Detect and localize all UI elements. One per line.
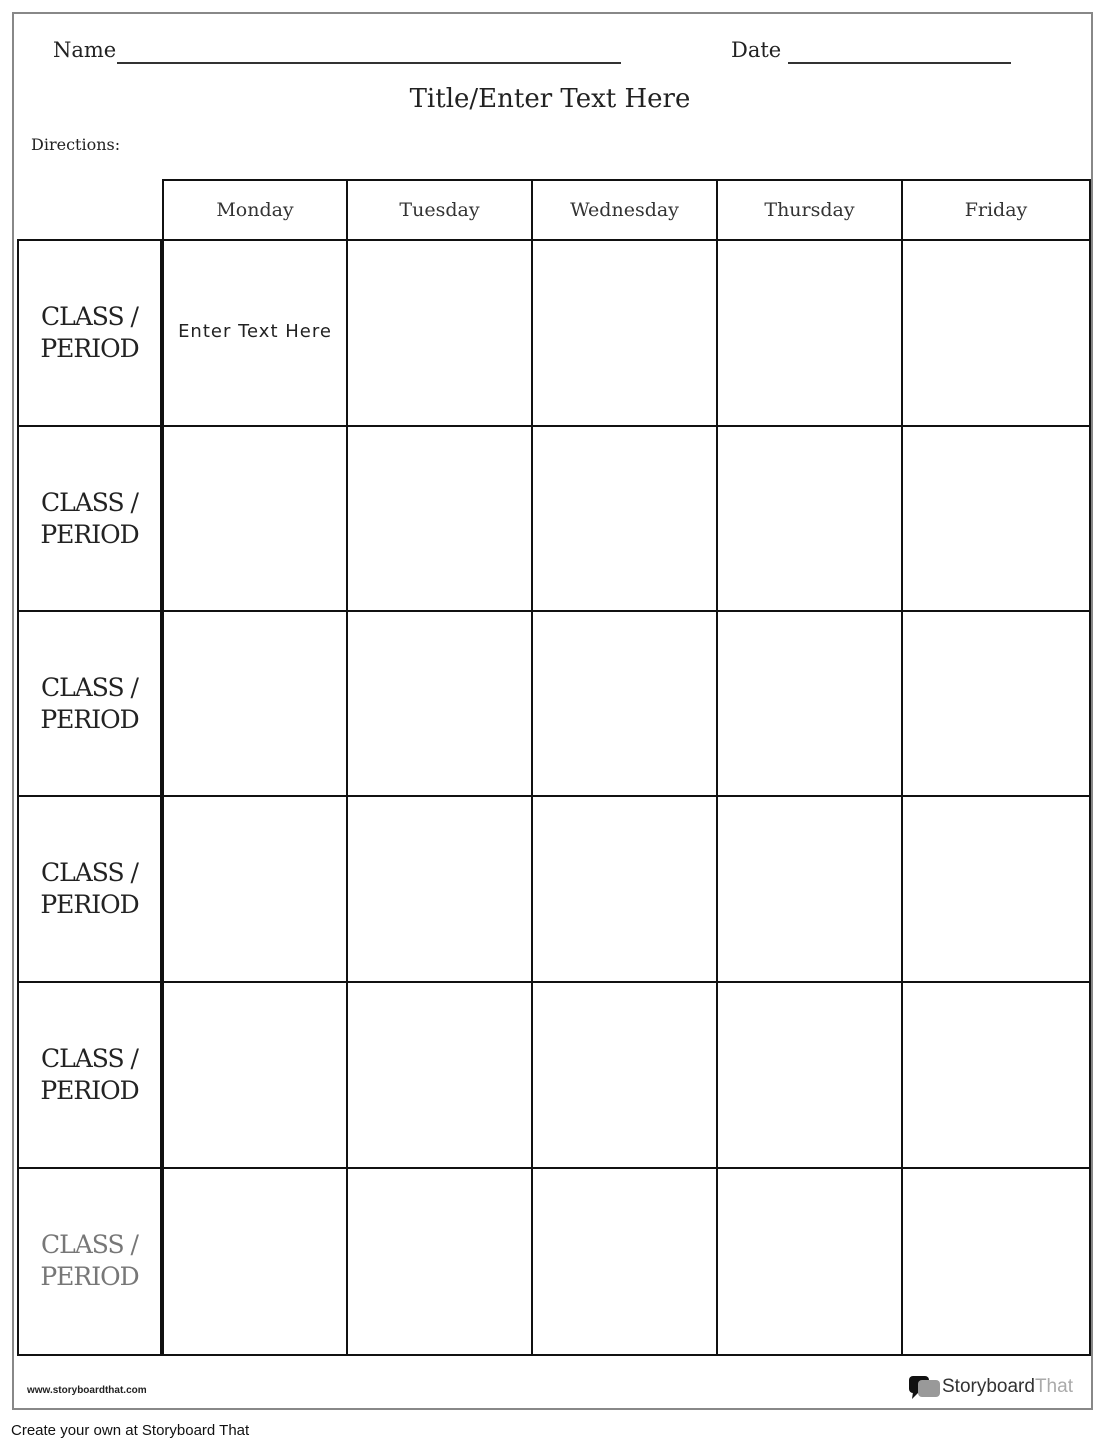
row-label-text: CLASS / PERIOD xyxy=(40,1044,139,1105)
row-label-text: CLASS / PERIOD xyxy=(40,302,139,363)
day-header-monday xyxy=(162,179,348,241)
schedule-cell[interactable] xyxy=(901,981,1091,1169)
footer-url[interactable]: www.storyboardthat.com xyxy=(27,1385,147,1396)
storyboardthat-logo xyxy=(908,1374,1073,1400)
schedule-cell[interactable] xyxy=(162,1167,348,1356)
schedule-cell[interactable] xyxy=(162,425,348,612)
day-header-thursday xyxy=(716,179,903,241)
schedule-cell[interactable] xyxy=(531,1167,718,1356)
schedule-cell[interactable] xyxy=(901,610,1091,797)
logo-text-that: That xyxy=(1034,1376,1073,1397)
row-label[interactable] xyxy=(17,610,162,797)
schedule-cell[interactable] xyxy=(162,795,348,983)
day-header-monday-text: Monday xyxy=(216,199,294,221)
name-field[interactable] xyxy=(117,62,621,64)
date-label: Date xyxy=(731,38,782,62)
day-header-tuesday-text: Tuesday xyxy=(399,199,480,221)
schedule-cell[interactable] xyxy=(901,425,1091,612)
schedule-cell[interactable] xyxy=(901,1167,1091,1356)
schedule-cell[interactable] xyxy=(716,795,903,983)
schedule-cell[interactable] xyxy=(716,239,903,427)
schedule-cell[interactable] xyxy=(716,610,903,797)
schedule-cell[interactable] xyxy=(346,1167,533,1356)
row-label-text: CLASS / PERIOD xyxy=(40,488,139,549)
schedule-cell[interactable] xyxy=(162,239,348,427)
schedule-cell-text: Enter Text Here xyxy=(178,321,332,342)
day-header-wednesday xyxy=(531,179,718,241)
day-header-friday xyxy=(901,179,1091,241)
row-label-text: CLASS / PERIOD xyxy=(40,673,139,734)
day-header-friday-text: Friday xyxy=(964,199,1028,221)
speech-bubbles-icon xyxy=(908,1374,942,1400)
schedule-cell[interactable] xyxy=(716,1167,903,1356)
schedule-cell[interactable] xyxy=(162,981,348,1169)
schedule-cell[interactable] xyxy=(346,795,533,983)
schedule-cell[interactable] xyxy=(346,610,533,797)
row-label[interactable] xyxy=(17,795,162,983)
schedule-cell[interactable] xyxy=(901,239,1091,427)
schedule-cell[interactable] xyxy=(531,795,718,983)
row-label[interactable] xyxy=(17,425,162,612)
date-field[interactable] xyxy=(788,62,1011,64)
row-label[interactable] xyxy=(17,239,162,427)
schedule-cell[interactable] xyxy=(531,610,718,797)
row-label-text: CLASS / PERIOD xyxy=(40,858,139,919)
schedule-cell[interactable] xyxy=(531,981,718,1169)
logo-text-storyboard: Storyboard xyxy=(942,1376,1035,1397)
schedule-cell[interactable] xyxy=(346,239,533,427)
day-header-thursday-text: Thursday xyxy=(764,199,855,221)
name-label: Name xyxy=(53,38,117,62)
schedule-cell[interactable] xyxy=(346,981,533,1169)
schedule-cell[interactable] xyxy=(162,610,348,797)
worksheet-title[interactable]: Title/Enter Text Here xyxy=(409,84,691,114)
schedule-cell[interactable] xyxy=(716,425,903,612)
row-label[interactable] xyxy=(17,981,162,1169)
row-label[interactable] xyxy=(17,1167,162,1356)
directions-label: Directions: xyxy=(31,135,121,154)
schedule-cell[interactable] xyxy=(901,795,1091,983)
schedule-cell[interactable] xyxy=(716,981,903,1169)
day-header-tuesday xyxy=(346,179,533,241)
day-header-wednesday-text: Wednesday xyxy=(570,199,679,221)
schedule-cell[interactable] xyxy=(346,425,533,612)
create-your-own-link[interactable]: Create your own at Storyboard That xyxy=(11,1422,250,1439)
schedule-cell[interactable] xyxy=(531,239,718,427)
schedule-cell[interactable] xyxy=(531,425,718,612)
row-label-text: CLASS / PERIOD xyxy=(40,1230,139,1291)
